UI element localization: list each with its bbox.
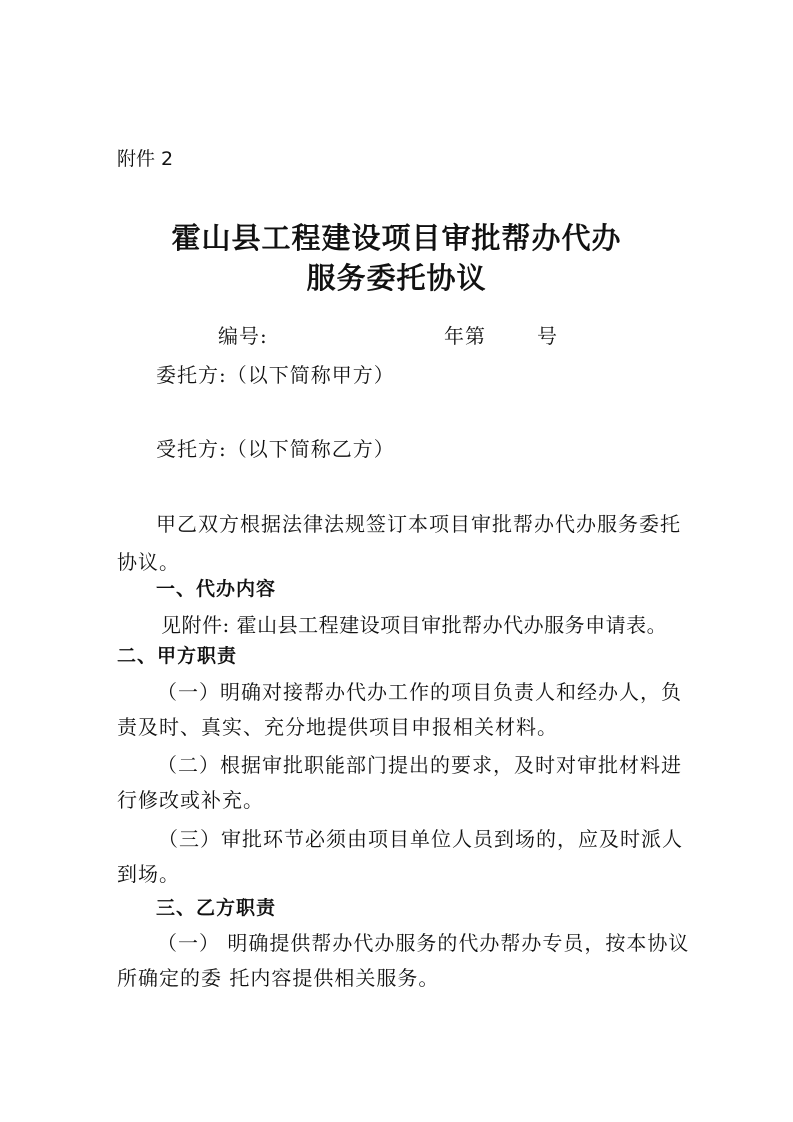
section-2-item-3-line-1: （三）审批环节必须由项目单位人员到场的，应及时派人 — [158, 827, 683, 851]
section-3-item-1-line-2: 所确定的委 托内容提供相关服务。 — [117, 966, 440, 990]
section-2-item-1-line-1: （一）明确对接帮办代办工作的项目负责人和经办人，负 — [157, 680, 682, 704]
section-3-item-1-line-1: （一） 明确提供帮办代办服务的代办帮办专员，按本协议 — [157, 931, 690, 955]
section-2-heading: 二、甲方职责 — [117, 645, 238, 667]
agreement-number-suffix: 号 — [537, 324, 558, 348]
section-3-heading: 三、乙方职责 — [156, 897, 277, 919]
section-1-heading: 一、代办内容 — [156, 578, 277, 600]
section-2-item-2-line-1: （二）根据审批职能部门提出的要求，及时对审批材料进 — [157, 753, 682, 777]
agreement-number-year: 年第 — [444, 324, 486, 348]
section-2-item-3-line-2: 到场。 — [117, 862, 180, 886]
intro-line-1: 甲乙双方根据法律法规签订本项目审批帮办代办服务委托 — [156, 512, 681, 536]
document-title-line-2: 服务委托协议 — [306, 261, 487, 295]
section-2-item-1-line-2: 责及时、真实、充分地提供项目申报相关材料。 — [117, 715, 558, 739]
agreement-number-label: 编号: — [218, 324, 268, 348]
intro-line-2: 协议。 — [117, 550, 180, 574]
section-2-item-2-line-2: 行修改或补充。 — [117, 788, 264, 812]
section-1-text: 见附件: 霍山县工程建设项目审批帮办代办服务申请表。 — [161, 613, 668, 637]
attachment-label: 附件 2 — [117, 148, 174, 170]
document-title-line-1: 霍山县工程建设项目审批帮办代办 — [171, 221, 622, 255]
party-a-line: 委托方:（以下简称甲方） — [156, 363, 395, 387]
party-b-line: 受托方:（以下简称乙方） — [156, 437, 395, 461]
